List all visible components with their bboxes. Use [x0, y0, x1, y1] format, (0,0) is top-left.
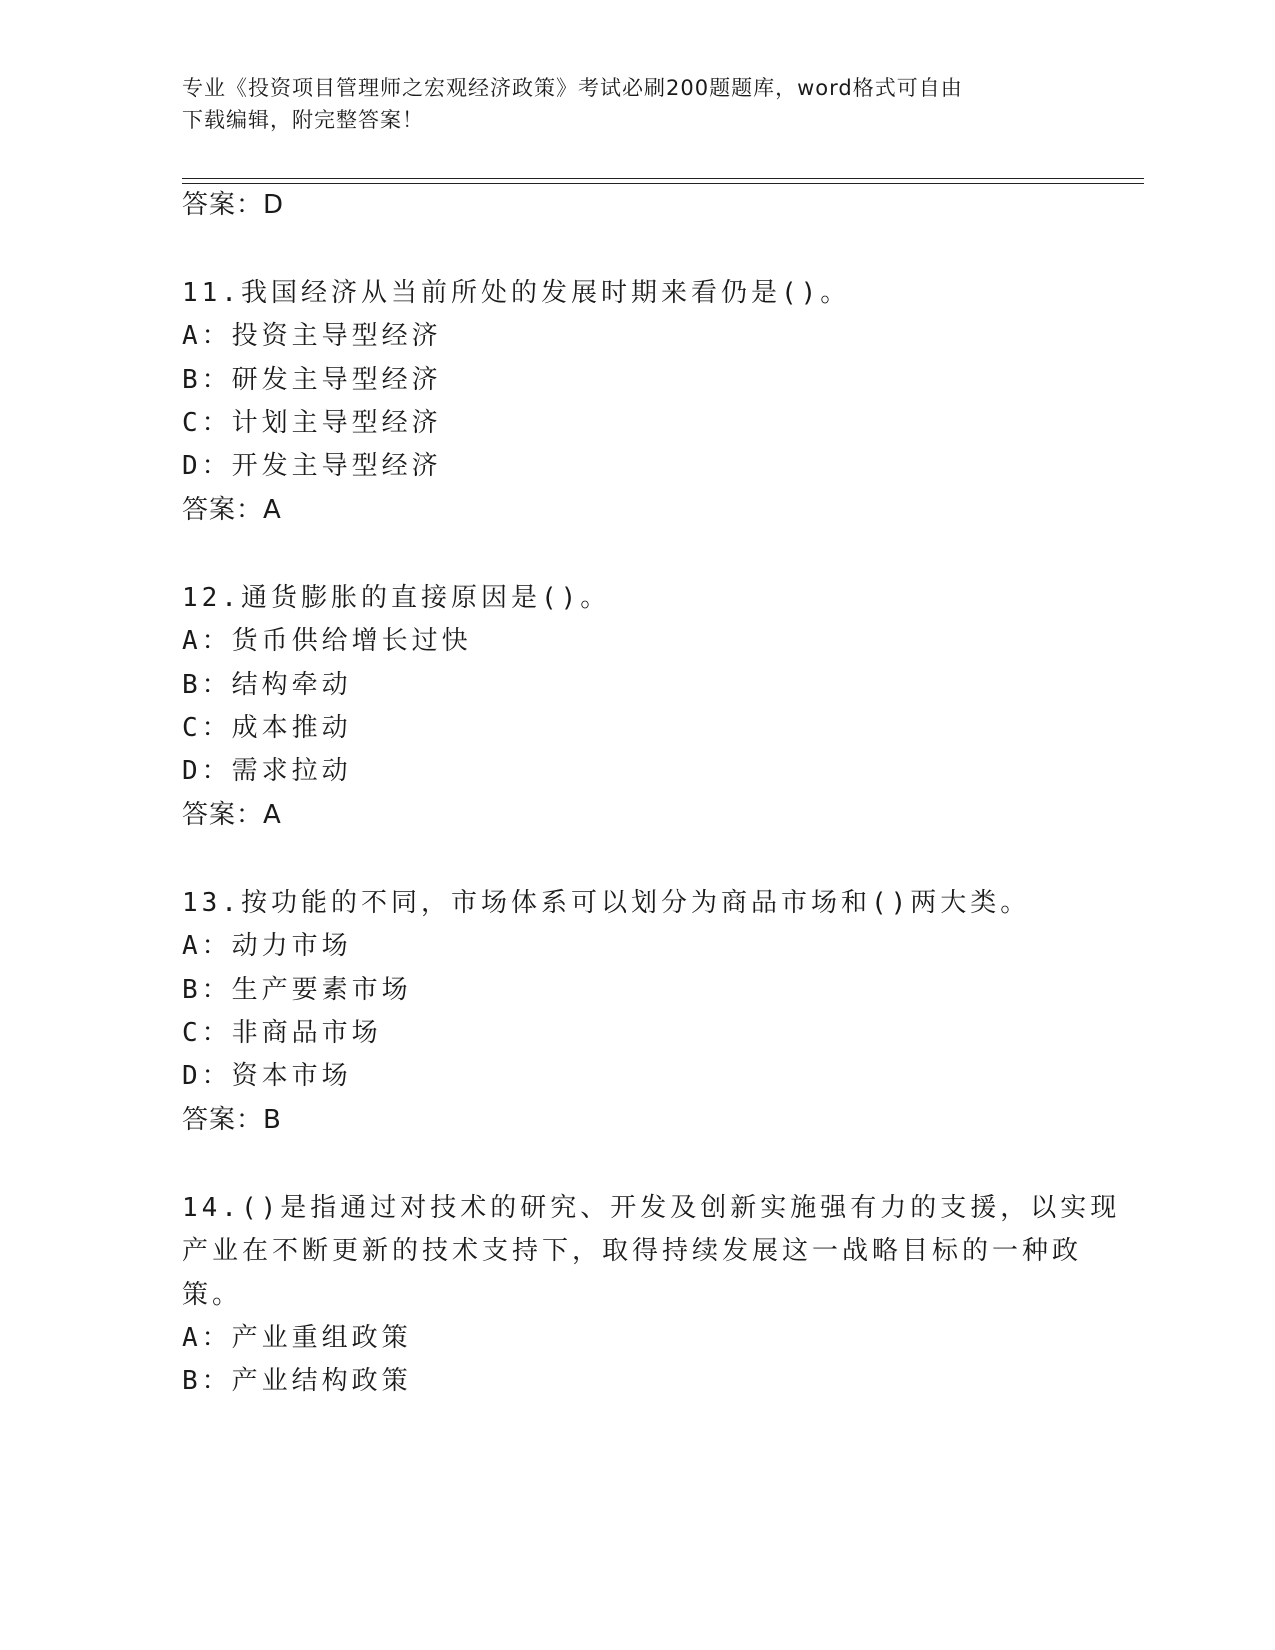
question-12-option-a: A：货币供给增长过快	[182, 626, 472, 656]
header-divider-bottom	[182, 183, 1144, 184]
question-11-option-a: A：投资主导型经济	[182, 321, 442, 351]
question-14-stem-line-3: 策。	[182, 1280, 243, 1310]
question-11-option-b: B：研发主导型经济	[182, 365, 442, 395]
question-13-option-c: C：非商品市场	[182, 1018, 382, 1048]
question-13-option-b: B：生产要素市场	[182, 975, 412, 1005]
document-header	[182, 72, 1062, 136]
question-13-option-d: D：资本市场	[182, 1061, 352, 1091]
question-14-stem-line-1: 14.()是指通过对技术的研究、开发及创新实施强有力的支援，以实现	[182, 1193, 1121, 1223]
question-11-answer: 答案：A	[182, 495, 282, 525]
question-11-stem: 11.我国经济从当前所处的发展时期来看仍是()。	[182, 278, 851, 308]
question-12-option-b: B：结构牵动	[182, 670, 352, 700]
question-13-answer: 答案：B	[182, 1105, 282, 1135]
question-11-option-c: C：计划主导型经济	[182, 408, 442, 438]
header-divider-top	[182, 178, 1144, 179]
question-11-option-d: D：开发主导型经济	[182, 451, 442, 481]
question-14-stem-line-2: 产业在不断更新的技术支持下，取得持续发展这一战略目标的一种政	[182, 1236, 1083, 1266]
header-line-1: 专业《投资项目管理师之宏观经济政策》考试必刷200题题库，word格式可自由	[182, 76, 963, 100]
question-12-answer: 答案：A	[182, 800, 282, 830]
question-12-option-d: D：需求拉动	[182, 756, 352, 786]
question-14-option-a: A：产业重组政策	[182, 1323, 412, 1353]
question-12-stem: 12.通货膨胀的直接原因是()。	[182, 583, 611, 613]
header-line-2: 下载编辑，附完整答案！	[182, 108, 424, 132]
answer-prev: 答案：D	[182, 190, 285, 220]
question-14-option-b: B：产业结构政策	[182, 1366, 412, 1396]
question-13-option-a: A：动力市场	[182, 931, 352, 961]
question-13-stem: 13.按功能的不同，市场体系可以划分为商品市场和()两大类。	[182, 888, 1031, 918]
question-12-option-c: C：成本推动	[182, 713, 352, 743]
